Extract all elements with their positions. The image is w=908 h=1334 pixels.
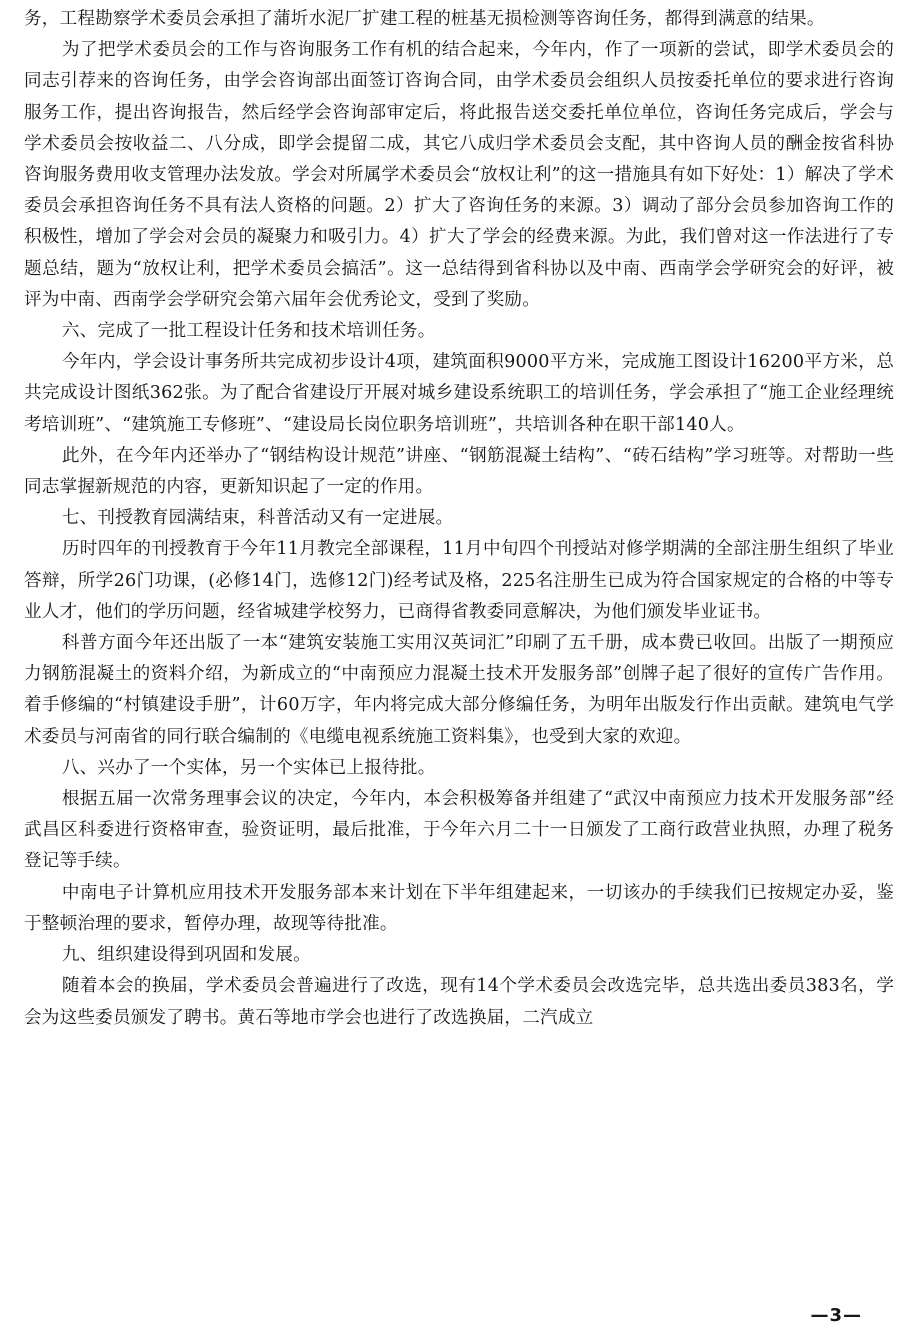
page-number: —3— — [810, 1305, 862, 1326]
section-heading-7: 七、刊授教育园满结束，科普活动又有一定进展。 — [61, 508, 454, 529]
paragraph-correspondence-education: 历时四年的刊授教育于今年11月教完全部课程，11月中旬四个刊授站对修学期满的全部注册生组织了毕业答辩，所学26门功课，(必修14门，选修12门)经考试及格，225名注册生已成为符合国家规定的合格的中等专业人才，他们的学历问题，经省城建学校努力，已商得省教委同意解决，为他们颁发毕业证书。 — [24, 539, 894, 622]
paragraph-prestress-service: 根据五届一次常务理事会议的决定，今年内，本会积极筹备并组建了“武汉中南预应力技术开发服务部”经武昌区科委进行资格审查，验资证明，最后批准，于今年六月二十一日颁发了工商行政营业执照，办理了税务登记等手续。 — [24, 789, 894, 872]
paragraph-design-training: 今年内，学会设计事务所共完成初步设计4项，建筑面积9000平方米，完成施工图设计16200平方米，总共完成设计图纸362张。为了配合省建设厅开展对城乡建设系统职工的培训任务，学会承担了“施工企业经理统考培训班”、“建筑施工专修班”、“建设局长岗位职务培训班”，共培训各种在职干部140人。 — [24, 352, 894, 435]
paragraph-consulting-model: 为了把学术委员会的工作与咨询服务工作有机的结合起来，今年内，作了一项新的尝试，即学术委员会的同志引荐来的咨询任务，由学会咨询部出面签订咨询合同，由学术委员会组织人员按委托单位的要求进行咨询服务工作，提出咨询报告，然后经学会咨询部审定后，将此报告送交委托单位单位，咨询任务完成后，学会与学术委员会按收益二、八分成，即学会提留二成，其它八成归学术委员会支配，其中咨询人员的酬金按省科协咨询服务费用收支管理办法发放。学会对所属学术委员会“放权让利”的这一措施具有如下好处：1）解决了学术委员会承担咨询任务不具有法人资格的问题。2）扩大了咨询任务的来源。3）调动了部分会员参加咨询工作的积极性，增加了学会对会员的凝聚力和吸引力。4）扩大了学会的经费来源。为此，我们曾对这一作法进行了专题总结，题为“放权让利，把学术委员会搞活”。这一总结得到省科协以及中南、西南学会学研究会的好评，被评为中南、西南学会学研究会第六届年会优秀论文，受到了奖励。 — [24, 40, 894, 310]
paragraph-computer-service: 中南电子计算机应用技术开发服务部本来计划在下半年组建起来，一切该办的手续我们已按规定办妥，鉴于整顿治理的要求，暂停办理，故现等待批准。 — [24, 882, 894, 934]
section-heading-6: 六、完成了一批工程设计任务和技术培训任务。 — [61, 321, 436, 342]
section-heading-8: 八、兴办了一个实体，另一个实体已上报待批。 — [61, 757, 436, 778]
paragraph-science-popularization: 科普方面今年还出版了一本“建筑安装施工实用汉英词汇”印刷了五千册，成本费已收回。出版了一期预应力钢筋混凝土的资料介绍，为新成立的“中南预应力混凝土技术开发服务部”创牌子起了很好的宣传广告作用。着手修编的“村镇建设手册”，计60万字，年内将完成大部分修编任务，为明年出版发行作出贡献。建筑电气学术委员与河南省的同行联合编制的《电缆电视系统施工资料集》，也受到大家的欢迎。 — [24, 633, 894, 747]
paragraph-consulting-continued: 务，工程勘察学术委员会承担了蒲圻水泥厂扩建工程的桩基无损检测等咨询任务，都得到满意的结果。 — [24, 9, 825, 29]
section-heading-9: 九、组织建设得到巩固和发展。 — [61, 945, 311, 966]
paragraph-lectures: 此外，在今年内还举办了“钢结构设计规范”讲座、“钢筋混凝土结构”、“砖石结构”学习班等。对帮助一些同志掌握新规范的内容，更新知识起了一定的作用。 — [24, 445, 894, 498]
paragraph-organization: 随着本会的换届，学术委员会普遍进行了改选，现有14个学术委员会改选完毕，总共选出委员383名，学会为这些委员颁发了聘书。黄石等地市学会也进行了改选换届，二汽成立 — [24, 976, 894, 1028]
